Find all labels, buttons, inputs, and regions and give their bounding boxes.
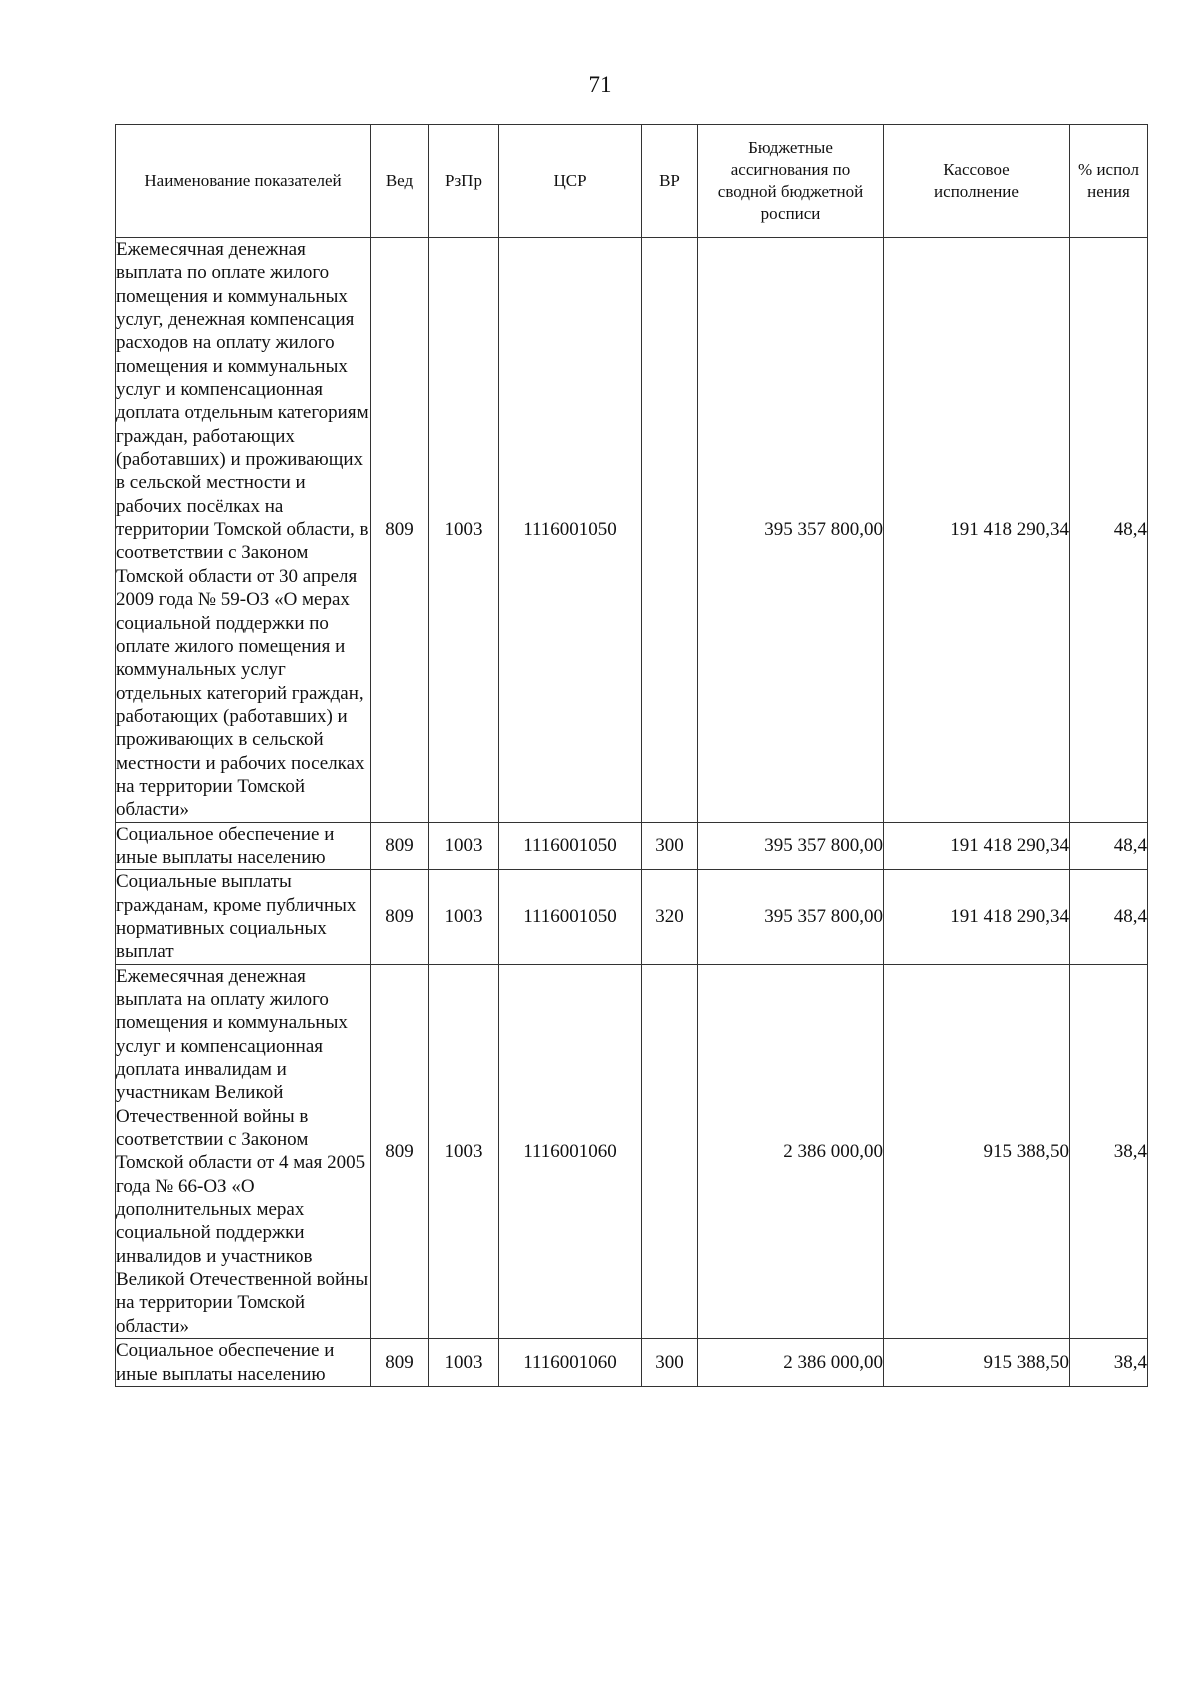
row-vr: 320 — [642, 870, 698, 964]
row-vr — [642, 238, 698, 823]
row-ved: 809 — [371, 1339, 429, 1387]
table-row — [116, 964, 1148, 1339]
row-rzpr: 1003 — [429, 238, 499, 823]
row-budget: 2 386 000,00 — [698, 964, 884, 1339]
row-vr — [642, 964, 698, 1339]
row-csr: 1116001050 — [499, 822, 642, 870]
row-name: Ежемесячная денежная выплата по оплате жилого помещения и коммунальных услуг, денежная компенсация расходов на оплату жилого помещения и коммунальных услуг и компенсационная доплата отдельным категориям граждан, работающих (работавших) и проживающих в сельской местности и рабочих посёлках на территории Томской области, в соответствии с Законом Томской области от 30 апреля 2009 года № 59-ОЗ «О мерах социальной поддержки по оплате жилого помещения и коммунальных услуг отдельных категорий граждан, работающих (работавших) и проживающих в сельской местности и рабочих поселках на территории Томской области» — [116, 239, 369, 821]
row-ved: 809 — [371, 964, 429, 1339]
table-row — [116, 822, 1148, 870]
table-header — [116, 125, 1148, 238]
header-cash: Кассовое исполнение — [884, 125, 1070, 238]
row-vr: 300 — [642, 822, 698, 870]
row-ved: 809 — [371, 238, 429, 823]
row-budget: 395 357 800,00 — [698, 238, 884, 823]
header-ved: Вед — [371, 125, 429, 238]
row-cash: 191 418 290,34 — [884, 238, 1070, 823]
page-number: 71 — [588, 72, 612, 97]
row-cash: 191 418 290,34 — [884, 822, 1070, 870]
table-row — [116, 238, 1148, 823]
table-row — [116, 1339, 1148, 1387]
header-name: Наименование показателей — [116, 125, 371, 238]
header-csr: ЦСР — [499, 125, 642, 238]
row-percent: 48,4 — [1070, 238, 1148, 823]
row-rzpr: 1003 — [429, 870, 499, 964]
row-cash: 915 388,50 — [884, 1339, 1070, 1387]
row-name: Ежемесячная денежная выплата на оплату жилого помещения и коммунальных услуг и компенсационная доплата инвалидам и участникам Великой Отечественной войны в соответствии с Законом Томской области от 4 мая 2005 года № 66-ОЗ «О дополнительных мерах социальной поддержки инвалидов и участников Великой Отечественной войны на территории Томской области» — [116, 964, 371, 1339]
row-rzpr: 1003 — [429, 1339, 499, 1387]
row-csr: 1116001050 — [499, 238, 642, 823]
row-ved: 809 — [371, 822, 429, 870]
row-csr: 1116001060 — [499, 964, 642, 1339]
row-ved: 809 — [371, 870, 429, 964]
row-budget: 2 386 000,00 — [698, 1339, 884, 1387]
row-csr: 1116001050 — [499, 870, 642, 964]
row-name: Социальные выплаты гражданам, кроме публичных нормативных социальных выплат — [116, 870, 371, 964]
row-rzpr: 1003 — [429, 822, 499, 870]
table-row — [116, 870, 1148, 964]
row-csr: 1116001060 — [499, 1339, 642, 1387]
row-percent: 48,4 — [1070, 822, 1148, 870]
table-body — [116, 238, 1148, 1387]
row-percent: 38,4 — [1070, 1339, 1148, 1387]
row-vr: 300 — [642, 1339, 698, 1387]
header-budget: Бюджетные ассигнования по сводной бюджетной росписи — [698, 125, 884, 238]
row-percent: 48,4 — [1070, 870, 1148, 964]
row-name: Социальное обеспечение и иные выплаты населению — [116, 822, 371, 870]
header-rzpr: РзПр — [429, 125, 499, 238]
row-rzpr: 1003 — [429, 964, 499, 1339]
row-cash: 915 388,50 — [884, 964, 1070, 1339]
row-cash: 191 418 290,34 — [884, 870, 1070, 964]
row-name: Социальное обеспечение и иные выплаты населению — [116, 1339, 371, 1387]
header-percent: % испол нения — [1070, 125, 1148, 238]
row-percent: 38,4 — [1070, 964, 1148, 1339]
budget-execution-table — [115, 124, 1148, 1387]
header-vr: ВР — [642, 125, 698, 238]
row-budget: 395 357 800,00 — [698, 870, 884, 964]
row-budget: 395 357 800,00 — [698, 822, 884, 870]
header-row — [116, 125, 1148, 238]
